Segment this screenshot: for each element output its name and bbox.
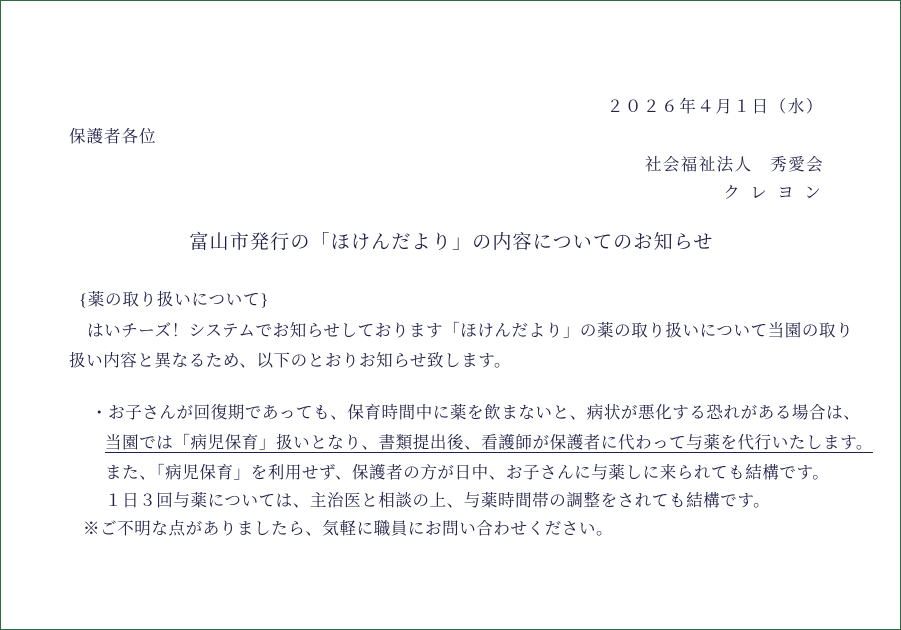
issuing-organization-facility: ク レ ヨ ン xyxy=(723,183,824,202)
body-line-1: ・お子さんが回復期であっても、保育時間中に薬を飲まないと、病状が悪化する恐れがある場合は、 xyxy=(91,403,861,422)
page-title: 富山市発行の「ほけんだより」の内容についてのお知らせ xyxy=(189,232,714,253)
document-content-area xyxy=(1,1,901,630)
document-date: ２０２６年４月１日（水） xyxy=(606,97,824,116)
body-line-3: また、「病児保育」を利用せず、保護者の方が日中、お子さんに与薬しに来られても結構です。 xyxy=(105,463,830,482)
intro-paragraph-line-1: はいチーズ！システムでお知らせしております「ほけんだより」の薬の取り扱いについて当園の取り xyxy=(87,321,854,340)
issuing-organization: 社会福祉法人 秀愛会 xyxy=(645,155,824,174)
intro-paragraph-line-2: 扱い内容と異なるため、以下のとおりお知らせ致します。 xyxy=(69,351,512,370)
section-heading-medication: {薬の取り扱いについて} xyxy=(79,290,270,309)
body-line-4: １日３回与薬については、主治医と相談の上、与薬時間帯の調整をされても結構です。 xyxy=(105,491,771,510)
body-line-2-underlined: 当園では「病児保育」扱いとなり、書類提出後、看護師が保護者に代わって与薬を代行いたします。 xyxy=(105,433,874,452)
footer-note: ※ご不明な点がありましたら、気軽に職員にお問い合わせください。 xyxy=(83,519,614,538)
document-addressee: 保護者各位 xyxy=(69,127,157,146)
